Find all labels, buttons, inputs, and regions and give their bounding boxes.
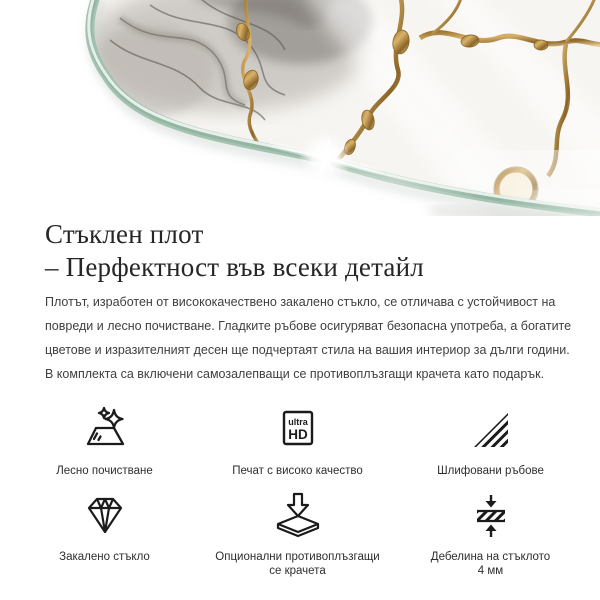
feature-row-2 — [8, 490, 592, 578]
feature-row-1 — [8, 404, 592, 478]
feature-label: Закалено стъкло — [59, 551, 150, 563]
feature-label: Лесно почистване — [56, 465, 153, 477]
feature-tempered-glass — [8, 490, 201, 578]
feature-polished-edges — [394, 404, 587, 478]
page-title — [45, 218, 555, 284]
hd-label: HD — [287, 427, 308, 442]
glass-thickness-icon — [467, 492, 515, 540]
feature-grid — [8, 404, 592, 578]
polished-edges-icon — [467, 406, 515, 454]
feature-anti-slip-feet — [201, 490, 394, 578]
title-line-2: – Перфектност във всеки детайл — [45, 252, 424, 282]
feature-glass-thickness — [394, 490, 587, 578]
product-description: Плотът, изработен от висококачествено закалено стъкло, се отличава с устойчивост на повреди и лесно почистване. Гладките ръбове осигуряват безопасна употреба, а богатите цветове и изразителният десен ще подчертаят стила на вашия интериор за дълги години. В комплекта са включени самозалепващи се противоплъзгащи крачета като подарък. — [45, 295, 572, 381]
feature-label: Дебелина на стъклото 4 мм — [430, 551, 551, 577]
tempered-glass-diamond-icon — [81, 492, 129, 540]
feature-label: Шлифовани ръбове — [437, 465, 544, 477]
product-photo — [0, 0, 600, 216]
feature-label: Печат с високо качество — [232, 465, 363, 477]
ultra-label: ultra — [287, 417, 308, 427]
product-description-section — [0, 218, 600, 386]
feature-label: Опционални противоплъзгащи се крачета — [215, 551, 380, 577]
feature-easy-cleaning — [8, 404, 201, 478]
sparkle-clean-icon — [81, 406, 129, 454]
ultra-hd-icon — [274, 406, 322, 454]
title-line-1: Стъклен плот — [45, 219, 204, 249]
anti-slip-feet-icon — [274, 492, 322, 540]
feature-high-quality-print — [201, 404, 394, 478]
